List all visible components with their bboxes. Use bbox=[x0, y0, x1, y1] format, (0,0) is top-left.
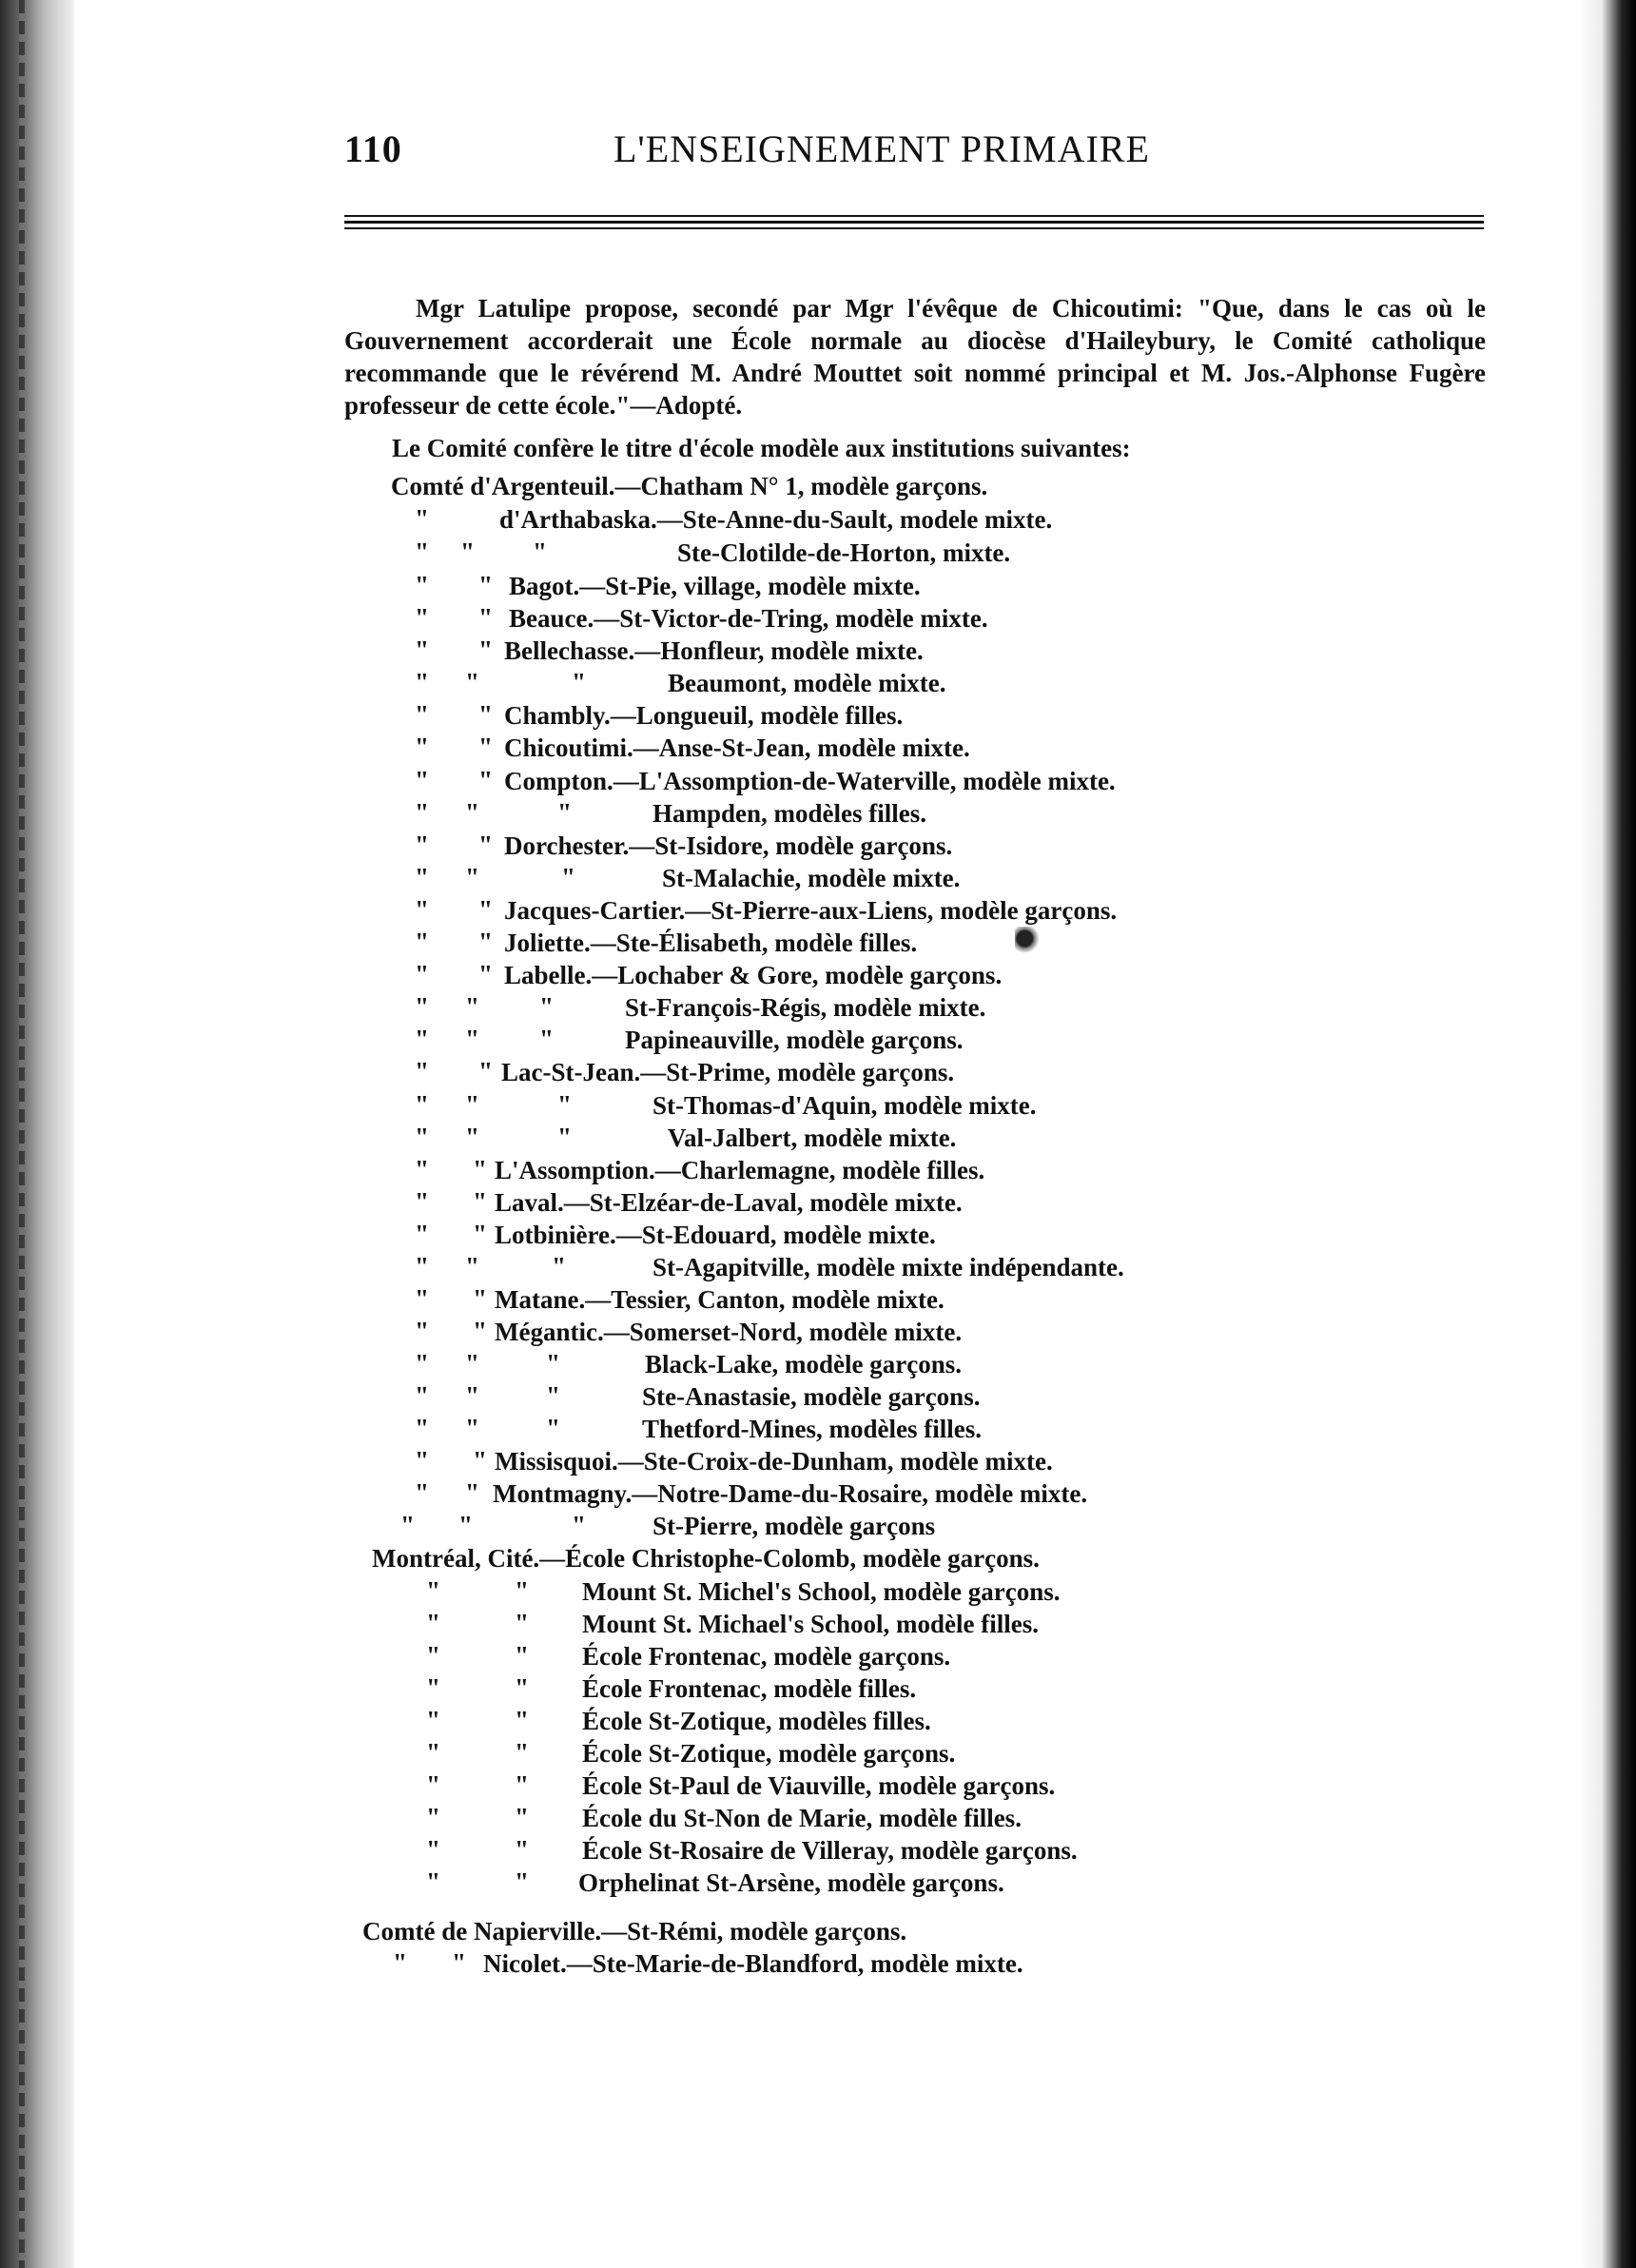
list-intro: Le Comité confère le titre d'école modèle aux institutions suivantes: bbox=[392, 434, 1131, 462]
school-entry: d'Arthabaska.—Ste-Anne-du-Sault, modele mixte. bbox=[499, 505, 1053, 534]
ditto-mark: " bbox=[552, 1252, 566, 1281]
header-rule bbox=[344, 227, 1484, 229]
ditto-mark: " bbox=[465, 1025, 479, 1053]
school-entry: Compton.—L'Assomption-de-Waterville, modèle mixte. bbox=[504, 767, 1116, 795]
school-entry: Beaumont, modèle mixte. bbox=[668, 669, 946, 697]
ditto-mark: " bbox=[478, 960, 493, 988]
ditto-mark: " bbox=[473, 1187, 487, 1216]
school-entry: Montréal, Cité.—École Christophe-Colomb, modèle garçons. bbox=[372, 1544, 1040, 1573]
ditto-mark: " bbox=[415, 1090, 429, 1119]
school-entry: Comté d'Argenteuil.—Chatham N° 1, modèle garçons. bbox=[391, 472, 988, 500]
header-rule bbox=[344, 215, 1484, 217]
ditto-mark: " bbox=[478, 700, 493, 729]
school-entry: Papineauville, modèle garçons. bbox=[625, 1026, 964, 1054]
ditto-mark: " bbox=[539, 1025, 554, 1053]
school-entry: Lac-St-Jean.—St-Prime, modèle garçons. bbox=[501, 1058, 955, 1086]
ditto-mark: " bbox=[415, 1349, 429, 1378]
ditto-mark: " bbox=[465, 668, 479, 696]
ditto-mark: " bbox=[478, 571, 493, 599]
ditto-mark: " bbox=[561, 863, 575, 891]
ditto-mark: " bbox=[465, 863, 479, 891]
ditto-mark: " bbox=[415, 1381, 429, 1410]
ditto-mark: " bbox=[415, 700, 429, 729]
ditto-mark: " bbox=[478, 831, 493, 859]
ditto-mark: " bbox=[415, 766, 429, 794]
ditto-mark: " bbox=[415, 1414, 429, 1442]
ditto-mark: " bbox=[426, 1803, 440, 1831]
ditto-mark: " bbox=[557, 798, 572, 827]
ditto-mark: " bbox=[546, 1414, 560, 1442]
ditto-mark: " bbox=[415, 668, 429, 696]
school-entry: École St-Paul de Viauville, modèle garçons. bbox=[582, 1771, 1056, 1800]
ditto-mark: " bbox=[400, 1511, 415, 1539]
ditto-mark: " bbox=[539, 992, 554, 1021]
ditto-mark: " bbox=[557, 1090, 572, 1119]
school-entry: École St-Zotique, modèles filles. bbox=[582, 1707, 931, 1735]
ditto-mark: " bbox=[515, 1673, 529, 1702]
ditto-mark: " bbox=[458, 1511, 473, 1539]
school-entry: École St-Zotique, modèle garçons. bbox=[582, 1739, 956, 1768]
ditto-mark: " bbox=[478, 895, 493, 924]
ditto-mark: " bbox=[415, 1220, 429, 1248]
ditto-mark: " bbox=[465, 1090, 479, 1119]
ditto-mark: " bbox=[426, 1770, 440, 1799]
ditto-mark: " bbox=[426, 1835, 440, 1864]
ditto-mark: " bbox=[426, 1576, 440, 1605]
ditto-mark: " bbox=[478, 635, 493, 664]
school-entry: Lotbinière.—St-Edouard, modèle mixte. bbox=[495, 1221, 936, 1249]
school-entry: Nicolet.—Ste-Marie-de-Blandford, modèle mixte. bbox=[483, 1949, 1023, 1978]
school-entry: Joliette.—Ste-Élisabeth, modèle filles. bbox=[504, 929, 918, 957]
resolution-paragraph: Mgr Latulipe propose, secondé par Mgr l'évêque de Chicoutimi: "Que, dans le cas où le Gouvernement accorderait une École normale au diocèse d'Haileybury, le Comité catholique recommande que le révérend M. André Mouttet soit nommé principal et M. Jos.-Alphonse Fugère professeur de cette école."—Adopté. bbox=[344, 294, 1486, 420]
ditto-mark: " bbox=[546, 1381, 560, 1410]
book-binding-shadow bbox=[0, 0, 74, 2268]
ditto-mark: " bbox=[426, 1867, 440, 1896]
ditto-mark: " bbox=[515, 1835, 529, 1864]
school-entry: Orphelinat St-Arsène, modèle garçons. bbox=[578, 1868, 1004, 1897]
ditto-mark: " bbox=[426, 1673, 440, 1702]
ditto-mark: " bbox=[415, 1252, 429, 1281]
ditto-mark: " bbox=[415, 928, 429, 956]
ditto-mark: " bbox=[426, 1738, 440, 1767]
ditto-mark: " bbox=[465, 1349, 479, 1378]
school-entry: École Frontenac, modèle garçons. bbox=[582, 1642, 951, 1671]
ditto-mark: " bbox=[465, 992, 479, 1021]
ditto-mark: " bbox=[465, 798, 479, 827]
ditto-mark: " bbox=[415, 571, 429, 599]
ditto-mark: " bbox=[415, 1123, 429, 1151]
ditto-mark: " bbox=[465, 1414, 479, 1442]
page-number: 110 bbox=[344, 127, 402, 170]
ditto-mark: " bbox=[415, 1025, 429, 1053]
ditto-mark: " bbox=[473, 1155, 487, 1183]
ditto-mark: " bbox=[460, 538, 475, 566]
ditto-mark: " bbox=[415, 1284, 429, 1313]
school-entry: Jacques-Cartier.—St-Pierre-aux-Liens, modèle garçons. bbox=[504, 896, 1118, 925]
ditto-mark: " bbox=[426, 1641, 440, 1670]
ditto-mark: " bbox=[473, 1317, 487, 1345]
ditto-mark: " bbox=[415, 798, 429, 827]
ditto-mark: " bbox=[415, 733, 429, 761]
school-entry: Bagot.—St-Pie, village, modèle mixte. bbox=[509, 572, 921, 600]
ditto-mark: " bbox=[415, 960, 429, 988]
school-entry: Bellechasse.—Honfleur, modèle mixte. bbox=[504, 636, 924, 665]
school-entry: St-Thomas-d'Aquin, modèle mixte. bbox=[652, 1091, 1037, 1120]
school-entry: Val-Jalbert, modèle mixte. bbox=[668, 1124, 957, 1152]
ditto-mark: " bbox=[415, 1446, 429, 1475]
school-entry: Mégantic.—Somerset-Nord, modèle mixte. bbox=[495, 1318, 963, 1346]
ditto-mark: " bbox=[465, 1381, 479, 1410]
school-entry: Chicoutimi.—Anse-St-Jean, modèle mixte. bbox=[504, 733, 970, 762]
school-entry: Labelle.—Lochaber & Gore, modèle garçons. bbox=[504, 961, 1003, 989]
ditto-mark: " bbox=[415, 1057, 429, 1085]
school-entry: Ste-Clotilde-de-Horton, mixte. bbox=[677, 538, 1011, 567]
ditto-mark: " bbox=[546, 1349, 560, 1378]
ditto-mark: " bbox=[415, 863, 429, 891]
ditto-mark: " bbox=[415, 831, 429, 859]
ditto-mark: " bbox=[473, 1220, 487, 1248]
running-head: L'ENSEIGNEMENT PRIMAIRE bbox=[614, 127, 1150, 170]
ditto-mark: " bbox=[393, 1948, 407, 1977]
school-entry: Laval.—St-Elzéar-de-Laval, modèle mixte. bbox=[495, 1188, 963, 1217]
school-entry: Beauce.—St-Victor-de-Tring, modèle mixte. bbox=[509, 604, 988, 633]
school-entry: St-Malachie, modèle mixte. bbox=[662, 864, 961, 892]
ditto-mark: " bbox=[478, 1057, 493, 1085]
ditto-mark: " bbox=[415, 1317, 429, 1345]
ditto-mark: " bbox=[478, 928, 493, 956]
ditto-mark: " bbox=[473, 1446, 487, 1475]
school-entry: Comté de Napierville.—St-Rémi, modèle garçons. bbox=[362, 1917, 907, 1945]
school-entry: L'Assomption.—Charlemagne, modèle filles. bbox=[495, 1156, 985, 1184]
ditto-mark: " bbox=[515, 1641, 529, 1670]
school-entry: Missisquoi.—Ste-Croix-de-Dunham, modèle mixte. bbox=[495, 1447, 1053, 1476]
school-entry: Dorchester.—St-Isidore, modèle garçons. bbox=[504, 831, 953, 860]
ditto-mark: " bbox=[515, 1867, 529, 1896]
ditto-mark: " bbox=[415, 538, 429, 566]
ditto-mark: " bbox=[572, 668, 586, 696]
ditto-mark: " bbox=[415, 504, 429, 533]
school-entry: Hampden, modèles filles. bbox=[652, 799, 926, 828]
school-entry: Thetford-Mines, modèles filles. bbox=[642, 1415, 982, 1443]
ditto-mark: " bbox=[572, 1511, 586, 1539]
school-entry: Chambly.—Longueuil, modèle filles. bbox=[504, 701, 904, 730]
ditto-mark: " bbox=[415, 1187, 429, 1216]
ditto-mark: " bbox=[533, 538, 547, 566]
school-entry: St-François-Régis, modèle mixte. bbox=[625, 993, 986, 1022]
school-entry: Black-Lake, modèle garçons. bbox=[645, 1350, 962, 1378]
ditto-mark: " bbox=[415, 1478, 429, 1507]
ditto-mark: " bbox=[426, 1609, 440, 1637]
ditto-mark: " bbox=[415, 1155, 429, 1183]
school-entry: Montmagny.—Notre-Dame-du-Rosaire, modèle mixte. bbox=[493, 1479, 1088, 1508]
ditto-mark: " bbox=[465, 1123, 479, 1151]
school-entry: École St-Rosaire de Villeray, modèle garçons. bbox=[582, 1836, 1078, 1865]
ink-blot-mark bbox=[1015, 927, 1040, 953]
school-entry: Ste-Anastasie, modèle garçons. bbox=[642, 1382, 981, 1411]
school-entry: École Frontenac, modèle filles. bbox=[582, 1674, 917, 1703]
ditto-mark: " bbox=[415, 895, 429, 924]
ditto-mark: " bbox=[465, 1478, 479, 1507]
ditto-mark: " bbox=[515, 1803, 529, 1831]
school-entry: Mount St. Michael's School, modèle filles. bbox=[582, 1610, 1039, 1638]
ditto-mark: " bbox=[557, 1123, 572, 1151]
ditto-mark: " bbox=[465, 1252, 479, 1281]
ditto-mark: " bbox=[515, 1706, 529, 1734]
school-entry: St-Pierre, modèle garçons bbox=[652, 1512, 936, 1540]
ditto-mark: " bbox=[515, 1609, 529, 1637]
ditto-mark: " bbox=[515, 1738, 529, 1767]
school-entry: Matane.—Tessier, Canton, modèle mixte. bbox=[495, 1285, 945, 1314]
school-entry: Mount St. Michel's School, modèle garçons. bbox=[582, 1577, 1061, 1606]
ditto-mark: " bbox=[478, 603, 493, 632]
ditto-mark: " bbox=[415, 992, 429, 1021]
header-rule bbox=[344, 221, 1484, 224]
ditto-mark: " bbox=[515, 1576, 529, 1605]
ditto-mark: " bbox=[415, 603, 429, 632]
ditto-mark: " bbox=[415, 635, 429, 664]
page-edge-shadow bbox=[1579, 0, 1636, 2268]
school-entry: St-Agapitville, modèle mixte indépendante. bbox=[652, 1253, 1124, 1281]
ditto-mark: " bbox=[515, 1770, 529, 1799]
ditto-mark: " bbox=[473, 1284, 487, 1313]
ditto-mark: " bbox=[426, 1706, 440, 1734]
ditto-mark: " bbox=[478, 733, 493, 761]
ditto-mark: " bbox=[478, 766, 493, 794]
school-entry: École du St-Non de Marie, modèle filles. bbox=[582, 1804, 1022, 1832]
ditto-mark: " bbox=[452, 1948, 466, 1977]
